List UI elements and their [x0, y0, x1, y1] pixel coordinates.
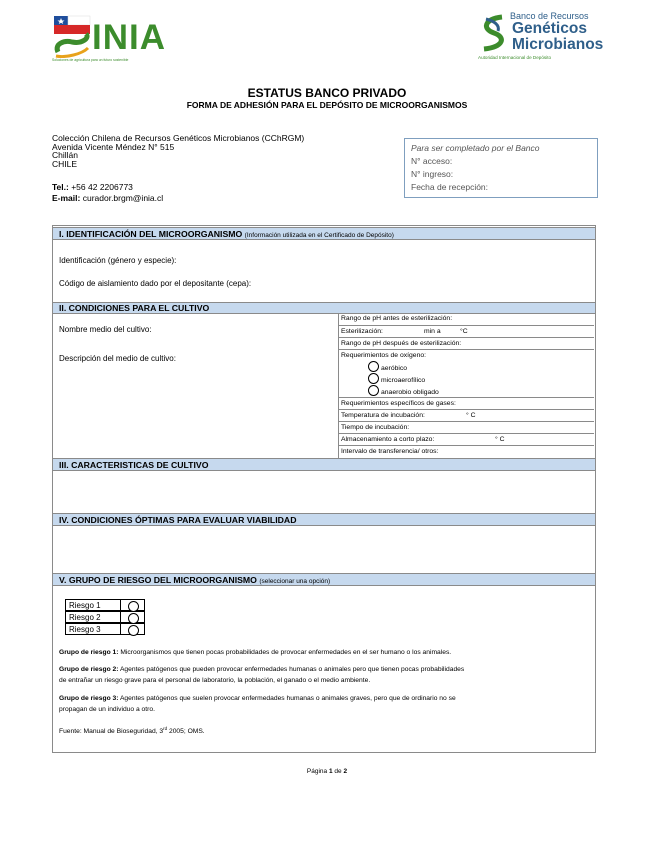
ph-antes-row[interactable] — [338, 313, 594, 324]
section-4-header — [53, 513, 595, 526]
fecha-recepcion-field[interactable]: Fecha de recepción: — [411, 182, 489, 192]
source-text: Fuente: Manual de Bioseguridad, 3 — [59, 728, 164, 736]
risk-group-1-label: Grupo de riesgo 1: — [59, 649, 119, 656]
email-label: E-mail: — [52, 193, 81, 203]
section-4-input-area[interactable] — [53, 527, 595, 573]
section-3-input-area[interactable] — [53, 472, 595, 510]
ph-despues-row[interactable] — [338, 337, 594, 349]
almacenamiento-unit: ° C — [495, 436, 505, 443]
radio-risk-3-icon[interactable] — [128, 625, 139, 636]
bank-logo-line1: Banco de Recursos — [510, 11, 589, 21]
risk-3-label: Riesgo 3 — [65, 623, 121, 635]
contact-block — [52, 182, 163, 204]
temperatura-row[interactable] — [338, 409, 594, 421]
section-5-header — [53, 573, 595, 586]
bank-use-box — [404, 138, 598, 198]
inia-tagline: Soluciones de agricultura para un futuro sostenible — [52, 58, 129, 62]
risk-2-cell[interactable] — [120, 611, 145, 623]
bank-logo-line3: Microbianos — [512, 36, 604, 53]
page-total: 2 — [343, 768, 348, 775]
tiempo-label: Tiempo de incubación: — [341, 424, 410, 431]
identificacion-field[interactable]: Identificación (género y especie): — [59, 256, 177, 265]
section-1-title: I. IDENTIFICACIÓN DEL MICROORGANISMO — [59, 229, 243, 239]
section-4-title: IV. CONDICIONES ÓPTIMAS PARA EVALUAR VIABILIDAD — [59, 515, 297, 525]
nombre-medio-field[interactable]: Nombre medio del cultivo: — [59, 325, 152, 334]
tel-label: Tel.: — [52, 182, 69, 192]
oxigeno-row — [338, 349, 594, 361]
ph-despues-label: Rango de pH después de esterilización: — [341, 340, 462, 347]
descripcion-medio-field[interactable]: Descripción del medio de cultivo: — [59, 354, 176, 363]
section-2-title: II. CONDICIONES PARA EL CULTIVO — [59, 303, 210, 313]
radio-microaerofilico-icon[interactable] — [368, 373, 379, 384]
ingreso-field[interactable]: N° ingreso: — [411, 169, 454, 179]
bank-helix-icon — [478, 13, 510, 53]
gases-label: Requerimientos específicos de gases: — [341, 400, 456, 407]
almacenamiento-label: Almacenamiento a corto plazo: — [341, 436, 435, 443]
codigo-aislamiento-field[interactable]: Código de aislamiento dado por el depositante (cepa): — [59, 279, 252, 288]
esterilizacion-row[interactable] — [338, 325, 594, 337]
address-line3: Chillán — [52, 150, 78, 161]
page-number-mid: de — [332, 768, 344, 775]
risk-group-3-label: Grupo de riesgo 3: — [59, 695, 119, 702]
risk-group-3-text: Agentes patógenos que suelen provocar enfermedades humanas o animales graves, pero que de ordinario no se — [119, 695, 456, 702]
source-text-end: 2005; OMS. — [167, 728, 205, 736]
page-current: 1 — [328, 768, 333, 775]
section-1-subtitle: (Información utilizada en el Certificado de Depósito) — [244, 232, 394, 239]
risk-group-3-desc — [59, 693, 587, 715]
risk-2-label: Riesgo 2 — [65, 611, 121, 623]
almacenamiento-row[interactable] — [338, 433, 594, 445]
anaerobio-label: anaerobio obligado — [381, 389, 439, 396]
radio-aerobico-icon[interactable] — [368, 361, 379, 372]
esterilizacion-min-label: min a — [424, 328, 441, 335]
risk-1-label: Riesgo 1 — [65, 599, 121, 611]
source-sup: rd — [163, 726, 168, 731]
risk-group-2-text-cont: de entrañar un riesgo grave para el personal de laboratorio, la población, el ganado o el medio ambiente. — [59, 677, 371, 684]
risk-group-2-label: Grupo de riesgo 2: — [59, 666, 119, 673]
source-citation — [59, 723, 587, 737]
gases-row[interactable] — [338, 397, 594, 409]
risk-group-1-text: Microorganismos que tienen pocas probabilidades de provocar enfermedades en el ser humano o los animales. — [120, 649, 452, 656]
ph-antes-label: Rango de pH antes de esterilización: — [341, 315, 453, 322]
risk-1-cell[interactable] — [120, 599, 145, 611]
microaerofilico-label: microaerofílico — [381, 377, 426, 384]
inia-logo — [52, 14, 188, 66]
risk-group-3-text-cont: propagan de un individuo a otro. — [59, 706, 155, 713]
tel-value: +56 42 2206773 — [71, 182, 133, 192]
page-number — [0, 768, 654, 775]
section-1-header — [53, 227, 595, 240]
esterilizacion-label: Esterilización: — [341, 328, 383, 335]
temperatura-label: Temperatura de incubación: — [341, 412, 425, 419]
section-5-subtitle: (seleccionar una opción) — [259, 578, 331, 585]
bank-logo — [476, 9, 604, 64]
address-line2: Avenida Vicente Méndez N° 515 — [52, 141, 175, 152]
document-subtitle: FORMA DE ADHESIÓN PARA EL DEPÓSITO DE MICROORGANISMOS — [186, 100, 468, 110]
oxigeno-label: Requerimientos de oxígeno: — [341, 352, 427, 359]
radio-anaerobio-icon[interactable] — [368, 385, 379, 396]
tiempo-row[interactable] — [338, 421, 594, 433]
risk-group-1-desc — [59, 647, 587, 658]
inia-flag-icon — [52, 14, 94, 58]
intervalo-label: Intervalo de transferencia/ otros: — [341, 448, 439, 455]
section-5-title: V. GRUPO DE RIESGO DEL MICROORGANISMO — [59, 575, 257, 585]
address-block — [52, 134, 304, 169]
inia-logo-text: INIA — [92, 18, 166, 57]
acceso-field[interactable]: N° acceso: — [411, 156, 453, 166]
bank-logo-line2: Genéticos — [512, 20, 587, 37]
bank-logo-line4: Autoridad Internacional de Depósito — [478, 55, 552, 60]
risk-3-cell[interactable] — [120, 623, 145, 635]
page-number-pre: Página — [306, 768, 329, 775]
intervalo-row[interactable] — [338, 445, 594, 457]
address-line1: Colección Chilena de Recursos Genéticos Microbianos (CChRGM) — [52, 133, 305, 143]
document-title: ESTATUS BANCO PRIVADO — [247, 86, 407, 100]
risk-group-2-text: Agentes patógenos que pueden provocar enfermedades humanas o animales pero que tienen pocas probabilidades — [119, 666, 465, 673]
form-box — [52, 225, 596, 753]
bank-box-title: Para ser completado por el Banco — [411, 143, 540, 153]
section-3-header — [53, 458, 595, 471]
section-3-title: III. CARACTERISTICAS DE CULTIVO — [59, 460, 209, 470]
email-value: curador.brgm@inia.cl — [82, 193, 164, 203]
risk-group-2-desc — [59, 664, 587, 686]
address-line4: CHILE — [52, 159, 78, 170]
risk-option-3[interactable] — [65, 623, 145, 636]
aerobico-label: aeróbico — [381, 365, 408, 372]
temperatura-unit: ° C — [466, 412, 476, 419]
esterilizacion-unit: °C — [460, 328, 468, 335]
